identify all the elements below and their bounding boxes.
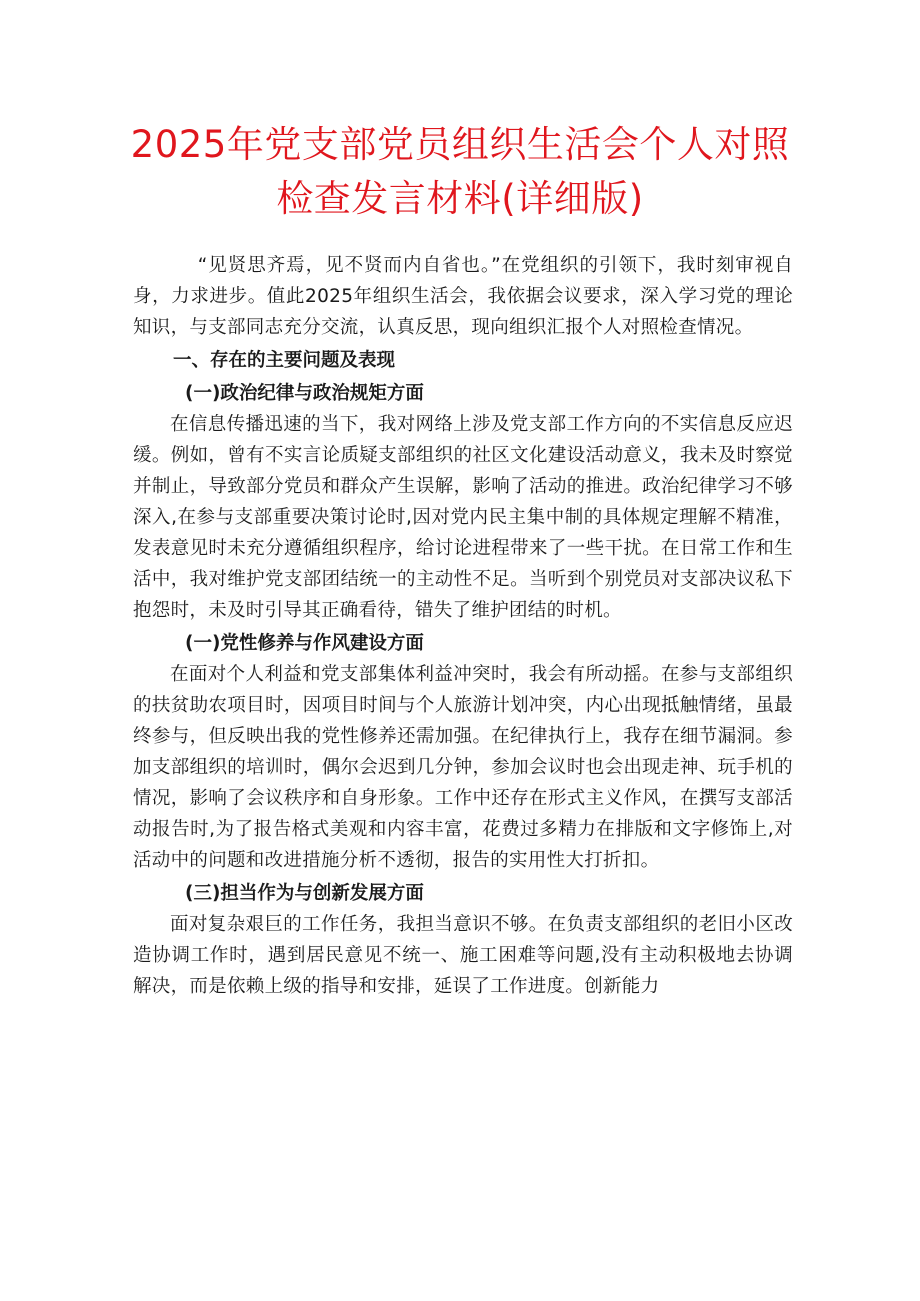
- subheading-party-spirit: (一)党性修养与作风建设方面: [185, 633, 424, 654]
- subheading-political-discipline: (一)政治纪律与政治规矩方面: [185, 383, 424, 404]
- subheading-responsibility-innovation: (三)担当作为与创新发展方面: [185, 883, 424, 904]
- title-line-1: 2025年党支部党员组织生活会个人对照: [130, 123, 790, 166]
- document-body: [133, 250, 793, 1002]
- section-heading-problems: 一、存在的主要问题及表现: [173, 350, 396, 371]
- document-title: [120, 118, 800, 226]
- paragraph-political-discipline: 在信息传播迅速的当下，我对网络上涉及党支部工作方向的不实信息反应迟缓。例如，曾有不实言论质疑支部组织的社区文化建设活动意义，我未及时察觉并制止，导致部分党员和群众产生误解，影响了活动的推进。政治纪律学习不够深入,在参与支部重要决策讨论时,因对党内民主集中制的具体规定理解不精准，发表意见时未充分遵循组织程序，给讨论进程带来了一些干扰。在日常工作和生活中，我对维护党支部团结统一的主动性不足。当听到个别党员对支部决议私下抱怨时，未及时引导其正确看待，错失了维护团结的时机。: [133, 414, 793, 621]
- title-line-2: 检查发言材料(详细版): [276, 177, 644, 220]
- intro-paragraph: “见贤思齐焉，见不贤而内自省也。”在党组织的引领下，我时刻审视自身，力求进步。值此2025年组织生活会，我依据会议要求，深入学习党的理论知识，与支部同志充分交流，认真反思，现向组织汇报个人对照检查情况。: [133, 255, 793, 338]
- paragraph-party-spirit: 在面对个人利益和党支部集体利益冲突时，我会有所动摇。在参与支部组织的扶贫助农项目时，因项目时间与个人旅游计划冲突，内心出现抵触情绪，虽最终参与，但反映出我的党性修养还需加强。在纪律执行上，我存在细节漏洞。参加支部组织的培训时，偶尔会迟到几分钟，参加会议时也会出现走神、玩手机的情况，影响了会议秩序和自身形象。工作中还存在形式主义作风，在撰写支部活动报告时,为了报告格式美观和内容丰富，花费过多精力在排版和文字修饰上,对活动中的问题和改进措施分析不透彻，报告的实用性大打折扣。: [133, 664, 793, 871]
- paragraph-responsibility-innovation: 面对复杂艰巨的工作任务，我担当意识不够。在负责支部组织的老旧小区改造协调工作时，遇到居民意见不统一、施工困难等问题,没有主动积极地去协调解决，而是依赖上级的指导和安排，延误了工作进度。创新能力: [133, 914, 793, 997]
